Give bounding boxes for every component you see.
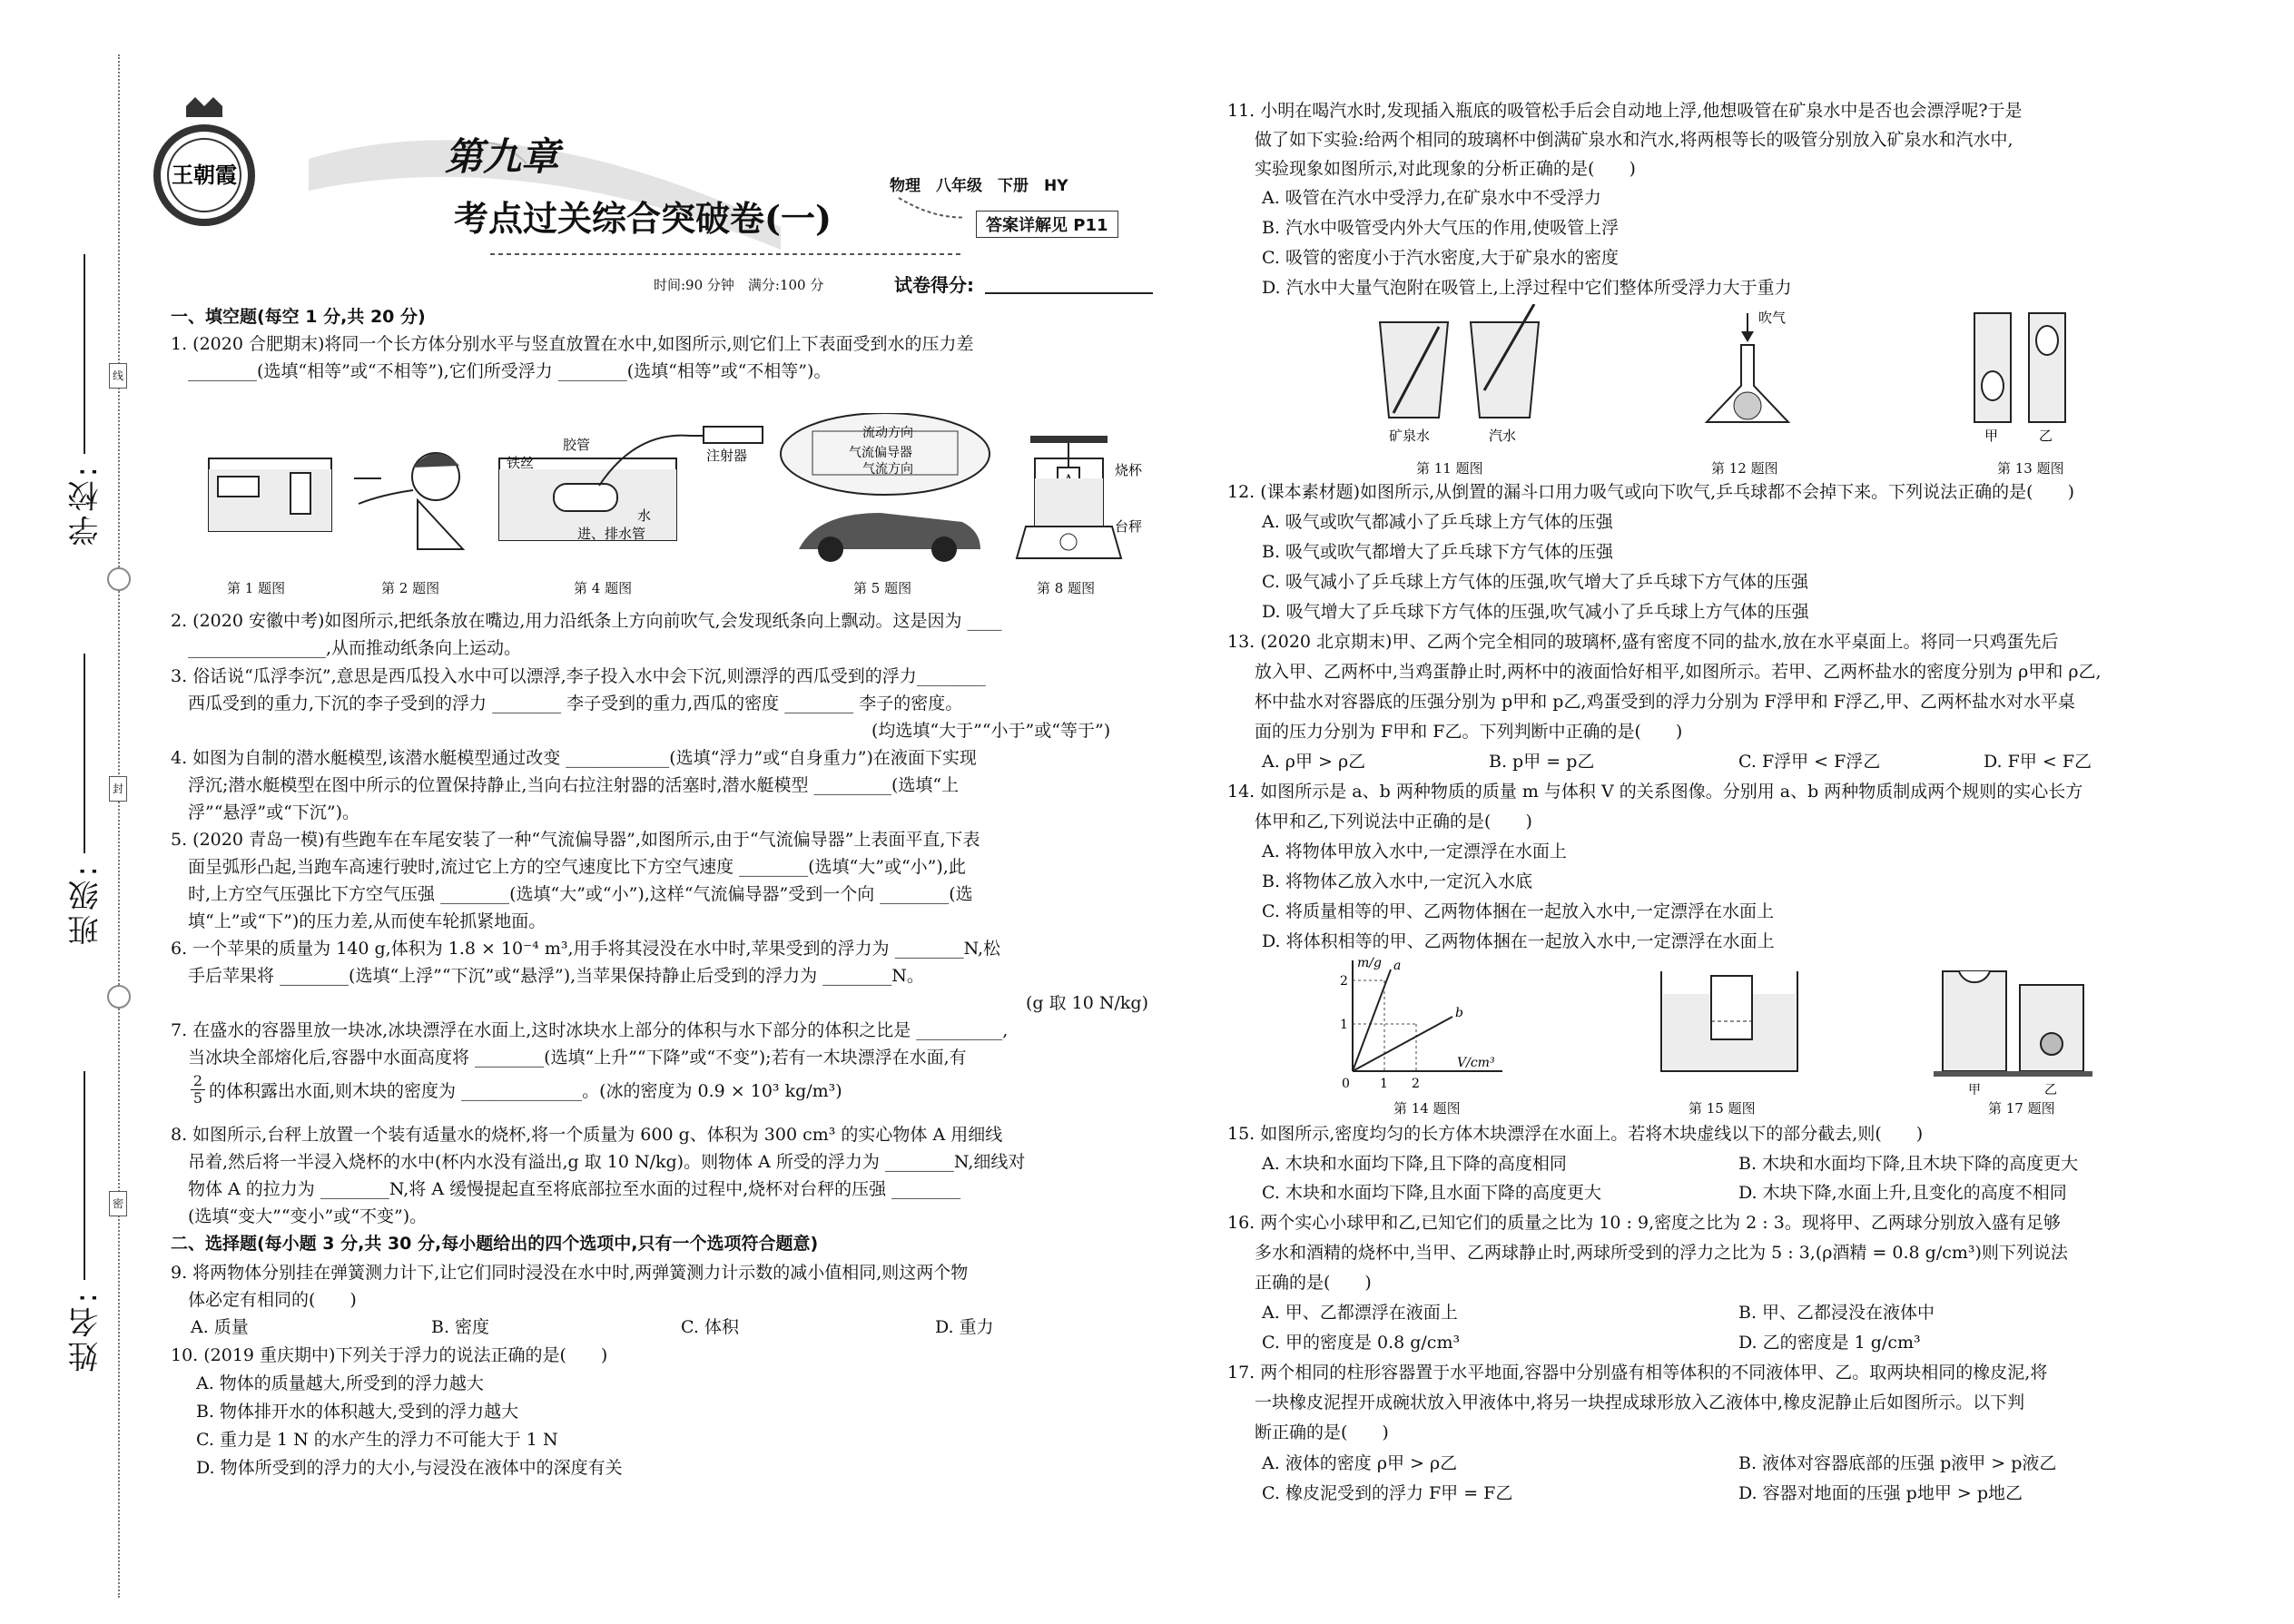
q11-line3: 实验现象如图所示,对此现象的分析正确的是( ) xyxy=(1255,159,1636,179)
fig14-y-tick-1: 1 xyxy=(1340,1018,1348,1032)
fig1-caption: 第 1 题图 xyxy=(227,580,286,596)
q9-option-d: D. 重力 xyxy=(935,1317,994,1337)
fig15-caption: 第 15 题图 xyxy=(1689,1100,1756,1117)
fig4-label-tube: 胶管 xyxy=(563,437,591,453)
q11-option-c: C. 吸管的密度小于汽水密度,大于矿泉水的密度 xyxy=(1262,248,1619,268)
q15-option-c: C. 木块和水面均下降,且水面下降的高度更大 xyxy=(1262,1183,1601,1203)
q9-option-c: C. 体积 xyxy=(681,1317,739,1337)
q3-line3: (均选填“大于”“小于”或“等于”) xyxy=(871,721,1111,741)
fig13-label-yi: 乙 xyxy=(2039,428,2053,444)
fig8-label-scale: 台秤 xyxy=(1115,518,1143,535)
q4-line1: 4. 如图为自制的潜水艇模型,该潜水艇模型通过改变 ____________(选填“浮力”或“自身重力”)在液面下实现 xyxy=(171,748,977,768)
fig5-label-airflow: 气流方向 xyxy=(862,462,913,477)
q2-line1: 2. (2020 安徽中考)如图所示,把纸条放在嘴边,用力沿纸条上方向前吹气,会发现纸条向上飘动。这是因为 ____ xyxy=(171,611,1002,631)
q16-option-c: C. 甲的密度是 0.8 g/cm³ xyxy=(1262,1333,1461,1353)
q16-option-b: B. 甲、乙都浸没在液体中 xyxy=(1738,1303,1935,1323)
q5-line2: 面呈弧形凸起,当跑车高速行驶时,流过它上方的空气速度比下方空气速度 ________(选填“大”或“小”),此 xyxy=(188,857,966,877)
q14-option-c: C. 将质量相等的甲、乙两物体捆在一起放入水中,一定漂浮在水面上 xyxy=(1262,901,1774,921)
q12-option-c: C. 吸气减小了乒乓球上方气体的压强,吹气增大了乒乓球下方气体的压强 xyxy=(1262,572,1808,592)
fig5-label-deflector: 气流偏导器 xyxy=(849,446,912,460)
fig14-caption: 第 14 题图 xyxy=(1393,1100,1461,1117)
score-blank[interactable] xyxy=(985,292,1153,294)
q8-line2: 吊着,然后将一半浸入烧杯的水中(杯内水没有溢出,g 取 10 N/kg)。则物体 A 所受的浮力为 ________N,细线对 xyxy=(188,1152,1026,1172)
fig11-label-soda: 汽水 xyxy=(1489,428,1517,444)
fig14-xlabel: V/cm³ xyxy=(1457,1056,1495,1070)
fig4-caption: 第 4 题图 xyxy=(574,580,633,596)
q17-line1: 17. 两个相同的柱形容器置于水平地面,容器中分别盛有相等体积的不同液体甲、乙。取两块相同的橡皮泥,将 xyxy=(1227,1363,2048,1383)
q13-line1: 13. (2020 北京期末)甲、乙两个完全相同的玻璃杯,盛有密度不同的盐水,放在水平桌面上。将同一只鸡蛋先后 xyxy=(1227,632,2059,652)
logo-text: 王朝霞 xyxy=(172,162,237,188)
fig11-cups xyxy=(1380,304,1539,444)
answer-ref: 答案详解见 P11 xyxy=(976,211,1118,238)
fig12-caption: 第 12 题图 xyxy=(1711,460,1778,477)
q5-line4: 填“上”或“下”)的压力差,从而使车轮抓紧地面。 xyxy=(188,911,546,931)
left-figure-row xyxy=(163,413,1153,595)
q10-option-a: A. 物体的质量越大,所受到的浮力越大 xyxy=(196,1373,484,1393)
q13-option-d: D. F甲 < F乙 xyxy=(1984,752,2092,772)
q12-stem: 12. (课本素材题)如图所示,从倒置的漏斗口用力吸气或向下吹气,乒乓球都不会掉下来。下列说法正确的是( ) xyxy=(1227,482,2074,502)
q7-line2: 当冰块全部熔化后,容器中水面高度将 ________(选填“上升”“下降”或“不变”);若有一木块漂浮在水面,有 xyxy=(188,1048,967,1068)
q7-fraction-den: 5 xyxy=(191,1089,205,1107)
binding-line xyxy=(118,54,120,1598)
q13-option-c: C. F浮甲 < F浮乙 xyxy=(1738,752,1881,772)
q14-option-b: B. 将物体乙放入水中,一定沉入水底 xyxy=(1262,871,1533,891)
fig1-tank xyxy=(209,458,331,531)
exam-meta: 时间:90 分钟 满分:100 分 xyxy=(654,277,824,293)
q14-line1: 14. 如图所示是 a、b 两种物质的质量 m 与体积 V 的关系图像。分别用 a、b 两种物质制成两个规则的实心长方 xyxy=(1227,782,2083,802)
q16-line2: 多水和酒精的烧杯中,当甲、乙两球静止时,两球所受到的浮力之比为 5 : 3,(ρ酒精 = 0.8 g/cm³)则下列说法 xyxy=(1255,1243,2068,1263)
q9-option-a: A. 质量 xyxy=(191,1317,249,1337)
fig5-label-flow: 流动方向 xyxy=(862,426,913,440)
school-line xyxy=(84,254,85,454)
fig11-caption: 第 11 题图 xyxy=(1416,460,1483,477)
q13-option-a: A. ρ甲 > ρ乙 xyxy=(1262,752,1366,772)
q11-line2: 做了如下实验:给两个相同的玻璃杯中倒满矿泉水和汽水,将两根等长的吸管分别放入矿泉水和汽水中, xyxy=(1255,130,2013,150)
q15-option-d: D. 木块下降,水面上升,且变化的高度不相同 xyxy=(1738,1183,2067,1203)
q17-line2: 一块橡皮泥捏开成碗状放入甲液体中,将另一块捏成球形放入乙液体中,橡皮泥静止后如图所示。以下判 xyxy=(1255,1393,2025,1412)
right-figure-row-1 xyxy=(1362,304,2106,477)
q14-option-d: D. 将体积相等的甲、乙两物体捆在一起放入水中,一定漂浮在水面上 xyxy=(1262,931,1775,951)
q7-fraction xyxy=(191,1073,205,1107)
q6-line2: 手后苹果将 ________(选填“上浮”“下沉”或“悬浮”),当苹果保持静止后受到的浮力为 ________N。 xyxy=(188,966,924,986)
fig4-submarine xyxy=(499,427,763,542)
q7-fraction-num: 2 xyxy=(192,1072,203,1089)
fig14-graph xyxy=(1340,956,1502,1091)
q10-option-d: D. 物体所受到的浮力的大小,与浸没在液体中的深度有关 xyxy=(196,1458,623,1478)
q2-line2: ________________,从而推动纸条向上运动。 xyxy=(188,638,522,658)
q17-line3: 断正确的是( ) xyxy=(1255,1422,1389,1442)
fig2-caption: 第 2 题图 xyxy=(381,580,440,596)
fig12-funnel xyxy=(1707,310,1788,422)
q12-option-d: D. 吸气增大了乒乓球下方气体的压强,吹气减小了乒乓球上方气体的压强 xyxy=(1262,602,1809,622)
fig5-car xyxy=(781,413,989,562)
q15-option-b: B. 木块和水面均下降,且木块下降的高度更大 xyxy=(1738,1154,2079,1174)
fig5-caption: 第 5 题图 xyxy=(853,580,912,596)
q11-line1: 11. 小明在喝汽水时,发现插入瓶底的吸管松手后会自动地上浮,他想吸管在矿泉水中是否也会漂浮呢?于是 xyxy=(1227,101,2023,121)
fig17-containers xyxy=(1934,971,2092,1097)
q14-line2: 体甲和乙,下列说法中正确的是( ) xyxy=(1255,812,1532,832)
name-line xyxy=(84,1071,85,1280)
fig13-caption: 第 13 题图 xyxy=(1997,460,2064,477)
q17-option-b: B. 液体对容器底部的压强 p液甲 > p液乙 xyxy=(1738,1453,2057,1473)
fig4-label-wire: 铁丝 xyxy=(507,455,535,471)
q7-line1: 7. 在盛水的容器里放一块冰,冰块漂浮在水面上,这时冰块水上部分的体积与水下部分的体积之比是 __________, xyxy=(171,1020,1009,1040)
fig12-label-blow: 吹气 xyxy=(1758,310,1787,326)
fig8-label-beaker: 烧杯 xyxy=(1115,462,1143,478)
q13-line2: 放入甲、乙两杯中,当鸡蛋静止时,两杯中的液面恰好相平,如图所示。若甲、乙两杯盐水的密度分别为 ρ甲和 ρ乙, xyxy=(1255,662,2102,682)
q6-line1: 6. 一个苹果的质量为 140 g,体积为 1.8 × 10⁻⁴ m³,用手将其浸没在水中时,苹果受到的浮力为 ________N,松 xyxy=(171,939,1001,959)
q9-line1: 9. 将两物体分别挂在弹簧测力计下,让它们同时浸没在水中时,两弹簧测力计示数的减小值相同,则这两个物 xyxy=(171,1263,969,1283)
fig15-tank xyxy=(1661,971,1797,1071)
fig11-label-mineral: 矿泉水 xyxy=(1389,428,1431,444)
q3-line1: 3. 俗话说“瓜浮李沉”,意思是西瓜投入水中可以漂浮,李子投入水中会下沉,则漂浮的西瓜受到的浮力________ xyxy=(171,666,986,686)
q14-option-a: A. 将物体甲放入水中,一定漂浮在水面上 xyxy=(1262,842,1567,861)
fig14-line-b-label: b xyxy=(1455,1006,1463,1020)
chapter-title: 第九章 xyxy=(445,134,560,179)
class-line xyxy=(84,654,85,853)
q4-line2: 浮沉;潜水艇模型在图中所示的位置保持静止,当向右拉注射器的活塞时,潜水艇模型 _________(选填“上 xyxy=(188,775,960,795)
q9-option-b: B. 密度 xyxy=(431,1317,490,1337)
fig14-line-a-label: a xyxy=(1393,959,1402,973)
q17-option-d: D. 容器对地面的压强 p地甲 > p地乙 xyxy=(1738,1483,2023,1503)
section-fill-blank: 一、填空题(每空 1 分,共 20 分) xyxy=(171,307,426,327)
fig2-person xyxy=(354,453,463,549)
seal-tag: 封 xyxy=(109,776,127,802)
fig4-label-water: 水 xyxy=(637,507,652,524)
name-label: 姓名: xyxy=(68,1289,104,1373)
binding-hole xyxy=(107,567,131,591)
q11-option-d: D. 汽水中大量气泡附在吸管上,上浮过程中它们整体所受浮力大于重力 xyxy=(1262,278,1792,298)
q16-option-d: D. 乙的密度是 1 g/cm³ xyxy=(1738,1333,1921,1353)
q17-option-a: A. 液体的密度 ρ甲 > ρ乙 xyxy=(1262,1453,1458,1473)
fig17-label-yi: 乙 xyxy=(2044,1083,2057,1097)
fig14-ylabel: m/g xyxy=(1357,956,1382,970)
score-label: 试卷得分: xyxy=(894,274,974,296)
fig14-x-tick-1: 1 xyxy=(1380,1077,1388,1091)
q16-line1: 16. 两个实心小球甲和乙,已知它们的质量之比为 10 : 9,密度之比为 2 : 3。现将甲、乙两球分别放入盛有足够 xyxy=(1227,1213,2061,1233)
exam-title: 考点过关综合突破卷(一) xyxy=(454,198,832,239)
fig13-label-jia: 甲 xyxy=(1984,428,1999,444)
fig14-x-tick-2: 2 xyxy=(1412,1077,1420,1091)
q11-option-b: B. 汽水中吸管受内外大气压的作用,使吸管上浮 xyxy=(1262,218,1620,238)
fig8-scale xyxy=(1017,436,1143,558)
q8-line1: 8. 如图所示,台秤上放置一个装有适量水的烧杯,将一个质量为 600 g、体积为 300 cm³ 的实心物体 A 用细线 xyxy=(171,1125,1003,1145)
q8-line3: 物体 A 的拉力为 ________N,将 A 缓慢提起直至将底部拉至水面的过程中,烧杯对台秤的压强 ________ xyxy=(188,1179,961,1199)
fig17-caption: 第 17 题图 xyxy=(1988,1100,2055,1117)
right-figure-row-2 xyxy=(1307,953,2106,1103)
q4-line3: 浮”“悬浮”或“下沉”)。 xyxy=(188,802,359,822)
q3-line2: 西瓜受到的重力,下沉的李子受到的浮力 ________ 李子受到的重力,西瓜的密度 ________ 李子的密度。 xyxy=(188,694,963,714)
subject-tags: 物理 八年级 下册 HY xyxy=(890,177,1068,195)
logo-seal xyxy=(150,95,259,236)
fig14-y-tick-2: 2 xyxy=(1340,974,1348,989)
class-label: 班级: xyxy=(68,862,104,946)
q13-option-b: B. p甲 = p乙 xyxy=(1489,752,1595,772)
q8-line4: (选填“变大”“变小”或“不变”)。 xyxy=(188,1206,428,1226)
school-label: 学校: xyxy=(68,463,104,546)
q10-stem: 10. (2019 重庆期中)下列关于浮力的说法正确的是( ) xyxy=(171,1345,608,1365)
q17-option-c: C. 橡皮泥受到的浮力 F甲 = F乙 xyxy=(1262,1483,1513,1503)
q7-line3: 的体积露出水面,则木块的密度为 ______________。(冰的密度为 0.9 × 10³ kg/m³) xyxy=(209,1081,842,1101)
fig13-cups xyxy=(1974,313,2065,444)
q11-option-a: A. 吸管在汽水中受浮力,在矿泉水中不受浮力 xyxy=(1262,188,1601,208)
q15-stem: 15. 如图所示,密度均匀的长方体木块漂浮在水面上。若将木块虚线以下的部分截去,则( ) xyxy=(1227,1124,1924,1144)
seal-tag: 线 xyxy=(109,363,127,389)
q13-line3: 杯中盐水对容器底的压强分别为 p甲和 p乙,鸡蛋受到的浮力分别为 F浮甲和 F浮乙,甲、乙两杯盐水对水平桌 xyxy=(1255,692,2075,712)
q6-line3: (g 取 10 N/kg) xyxy=(1026,993,1148,1013)
q12-option-a: A. 吸气或吹气都减小了乒乓球上方气体的压强 xyxy=(1262,512,1613,532)
q16-option-a: A. 甲、乙都漂浮在液面上 xyxy=(1262,1303,1458,1323)
fig17-label-jia: 甲 xyxy=(1968,1083,1981,1097)
q5-line1: 5. (2020 青岛一模)有些跑车在车尾安装了一种“气流偏导器”,如图所示,由于“气流偏导器”上表面平直,下表 xyxy=(171,830,980,850)
q10-option-b: B. 物体排开水的体积越大,受到的浮力越大 xyxy=(196,1402,519,1422)
seal-tag: 密 xyxy=(109,1191,127,1216)
q9-line2: 体必定有相同的( ) xyxy=(188,1290,357,1310)
q12-option-b: B. 吸气或吹气都增大了乒乓球下方气体的压强 xyxy=(1262,542,1614,562)
fig14-origin: 0 xyxy=(1342,1077,1350,1091)
q1-line1: 1. (2020 合肥期末)将同一个长方体分别水平与竖直放置在水中,如图所示,则它们上下表面受到水的压力差 xyxy=(171,334,974,354)
section-choice: 二、选择题(每小题 3 分,共 30 分,每小题给出的四个选项中,只有一个选项符合题意) xyxy=(171,1234,819,1254)
q16-line3: 正确的是( ) xyxy=(1255,1273,1372,1293)
q15-option-a: A. 木块和水面均下降,且下降的高度相同 xyxy=(1262,1154,1567,1174)
q1-line2: ________(选填“相等”或“不相等”),它们所受浮力 ________(选填“相等”或“不相等”)。 xyxy=(188,361,832,381)
q5-line3: 时,上方空气压强比下方空气压强 ________(选填“大”或“小”),这样“气流偏导器”受到一个向 ________(选 xyxy=(188,884,973,904)
fig8-caption: 第 8 题图 xyxy=(1037,580,1096,596)
q13-line4: 面的压力分别为 F甲和 F乙。下列判断中正确的是( ) xyxy=(1255,722,1683,742)
fig4-label-syringe: 注射器 xyxy=(706,448,748,464)
fig4-label-pipe: 进、排水管 xyxy=(577,526,646,542)
binding-hole xyxy=(107,985,131,1009)
q10-option-c: C. 重力是 1 N 的水产生的浮力不可能大于 1 N xyxy=(196,1430,558,1450)
